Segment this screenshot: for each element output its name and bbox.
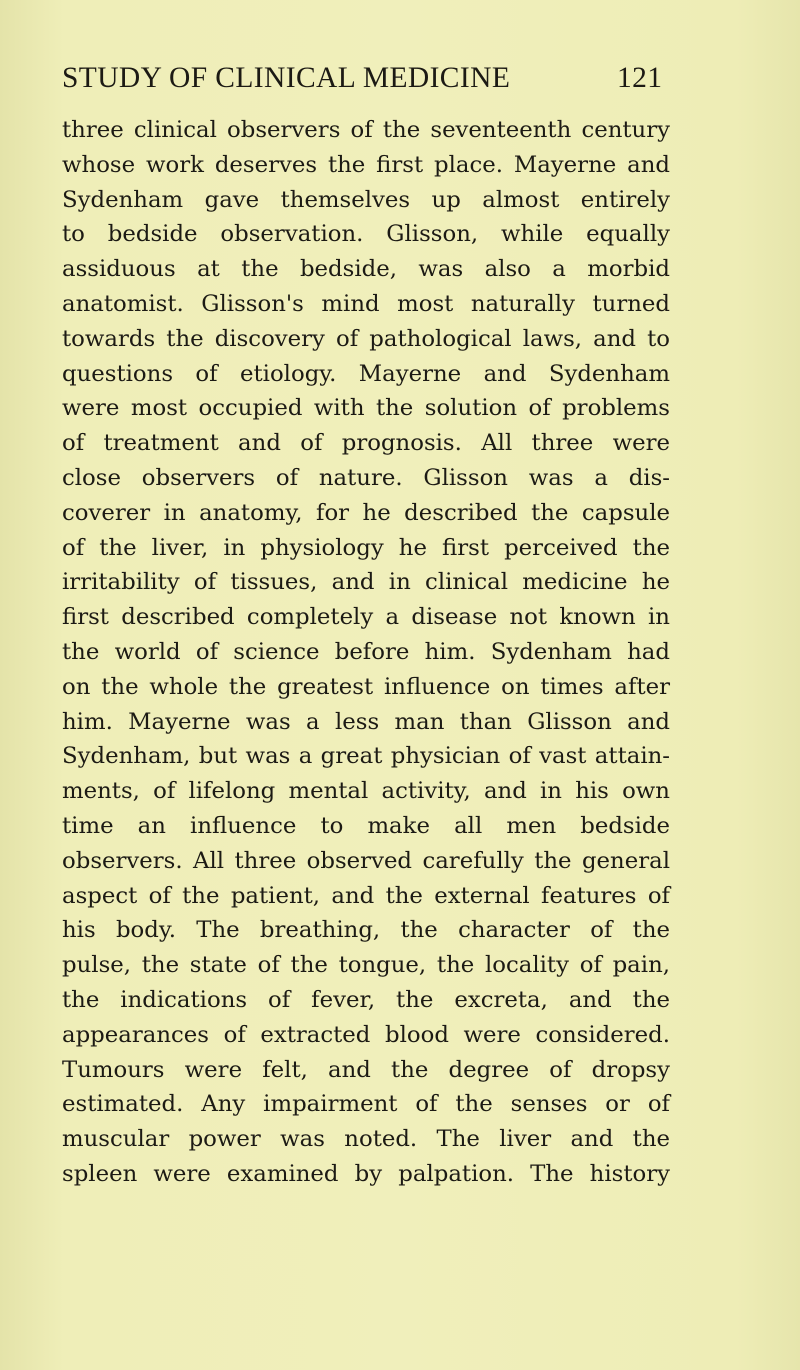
text-line: Sydenham, but was a great physician of vast attain-	[62, 743, 670, 770]
text-line: aspect of the patient, and the external features of	[62, 882, 670, 909]
text-line: appearances of extracted blood were considered.	[62, 1021, 670, 1048]
text-line: Tumours were felt, and the degree of dropsy	[62, 1056, 670, 1083]
text-line: to bedside observation. Glisson, while equally	[62, 221, 670, 248]
text-line: first described completely a disease not known in	[62, 604, 670, 631]
body-text	[62, 113, 670, 1192]
text-line: close observers of nature. Glisson was a dis-	[62, 464, 670, 491]
text-line: whose work deserves the first place. Mayerne and	[62, 151, 670, 178]
text-line: pulse, the state of the tongue, the locality of pain,	[62, 952, 670, 979]
text-line: on the whole the greatest influence on times after	[62, 673, 670, 700]
text-line: of the liver, in physiology he first perceived the	[62, 534, 670, 561]
text-line: irritability of tissues, and in clinical medicine he	[62, 569, 670, 596]
text-line: estimated. Any impairment of the senses or of	[62, 1091, 670, 1118]
text-line: towards the discovery of pathological laws, and to	[62, 325, 670, 352]
text-line: muscular power was noted. The liver and the	[62, 1126, 670, 1153]
text-line: Sydenham gave themselves up almost entirely	[62, 186, 670, 213]
text-line: him. Mayerne was a less man than Glisson and	[62, 708, 670, 735]
text-line: questions of etiology. Mayerne and Sydenham	[62, 360, 670, 387]
text-line: his body. The breathing, the character of the	[62, 917, 670, 944]
text-line: the world of science before him. Sydenham had	[62, 638, 670, 665]
text-line: anatomist. Glisson's mind most naturally turned	[62, 290, 670, 317]
text-line: of treatment and of prognosis. All three were	[62, 430, 670, 457]
text-line: coverer in anatomy, for he described the capsule	[62, 499, 670, 526]
text-line: assiduous at the bedside, was also a morbid	[62, 256, 670, 283]
text-line: observers. All three observed carefully the general	[62, 847, 670, 874]
text-line: were most occupied with the solution of problems	[62, 395, 670, 422]
text-line: three clinical observers of the seventeenth century	[62, 117, 670, 143]
text-line: the indications of fever, the excreta, and the	[62, 986, 670, 1013]
running-head	[62, 58, 662, 98]
text-line: time an influence to make all men bedside	[62, 812, 670, 839]
page-number: 121	[617, 62, 663, 94]
text-line: ments, of lifelong mental activity, and in his own	[62, 778, 670, 805]
text-line: spleen were examined by palpation. The history	[62, 1160, 670, 1187]
running-title: STUDY OF CLINICAL MEDICINE	[62, 62, 511, 94]
